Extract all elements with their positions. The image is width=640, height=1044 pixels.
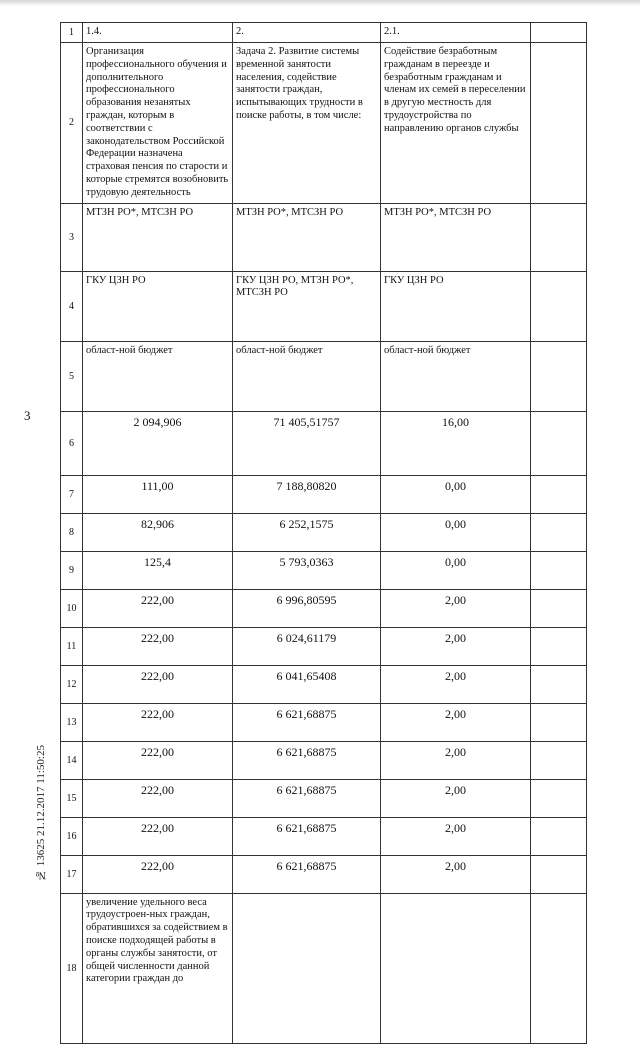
value-cell-text: 2,00	[445, 858, 466, 873]
value-cell-text: 222,00	[141, 630, 174, 645]
empty-cell	[531, 741, 587, 779]
column-number-label: 1	[69, 27, 74, 38]
table-cell	[381, 203, 531, 271]
table-row	[61, 551, 587, 589]
table-cell	[381, 43, 531, 204]
table-row	[61, 271, 587, 341]
table-cell	[381, 513, 531, 551]
column-number-label: 11	[66, 640, 77, 652]
table-cell	[233, 741, 381, 779]
value-cell-text: 222,00	[141, 592, 174, 607]
column-number	[61, 893, 83, 1043]
empty-cell	[531, 411, 587, 475]
table-cell	[83, 665, 233, 703]
table-cell	[233, 551, 381, 589]
empty-cell	[531, 817, 587, 855]
table-cell	[233, 893, 381, 1043]
value-cell-text: 6 041,65408	[276, 668, 337, 683]
table-row	[61, 589, 587, 627]
value-cell-text: 0,00	[445, 516, 466, 531]
value-cell-text: 0,00	[445, 554, 466, 569]
value-cell-text: 2,00	[445, 706, 466, 721]
column-number	[61, 513, 83, 551]
table-row	[61, 341, 587, 411]
source-text: област-ной бюджет	[86, 344, 173, 356]
row-number: 1.4.	[86, 26, 102, 37]
table-row	[61, 779, 587, 817]
value-cell-text: 6 621,68875	[276, 744, 337, 759]
value-cell-text: 2,00	[445, 668, 466, 683]
participant-text: ГКУ ЦЗН РО	[384, 274, 444, 286]
table-row	[61, 741, 587, 779]
empty-cell	[531, 893, 587, 1043]
goal-text	[233, 894, 380, 900]
column-number-label: 9	[69, 564, 74, 576]
value-cell-text: 2 094,906	[133, 414, 182, 429]
table-cell	[381, 23, 531, 43]
value-cell-text: 222,00	[141, 782, 174, 797]
participant-text: ГКУ ЦЗН РО, МТЗН РО*, МТСЗН РО	[236, 274, 354, 299]
table-cell	[381, 817, 531, 855]
executor-text: МТЗН РО*, МТСЗН РО	[236, 206, 344, 218]
table-cell	[83, 513, 233, 551]
value-cell-text: 16,00	[442, 414, 469, 429]
column-number	[61, 341, 83, 411]
column-number-label: 8	[69, 526, 74, 538]
value-cell-text: 6 024,61179	[276, 630, 337, 645]
goal-text: увеличение удельного веса трудоустроен-ных граждан, обратившихся за содействием в поиске подходящей работы в органы службы занятости, от общей численности данной категории граждан до	[86, 896, 228, 985]
table-cell	[233, 23, 381, 43]
value-cell-text: 2,00	[445, 820, 466, 835]
table-cell	[381, 589, 531, 627]
table-row	[61, 23, 587, 43]
table-cell	[233, 475, 381, 513]
table-cell	[83, 703, 233, 741]
row-number: 2.1.	[384, 26, 400, 37]
value-cell-text: 7 188,80820	[276, 478, 337, 493]
empty-cell	[531, 203, 587, 271]
value-cell-text: 5 793,0363	[279, 554, 334, 569]
registration-stamp	[35, 745, 85, 895]
column-number-label: 2	[69, 117, 74, 129]
table-row	[61, 475, 587, 513]
table-cell	[381, 855, 531, 893]
row-number: 2.	[236, 26, 244, 37]
source-text: област-ной бюджет	[236, 344, 323, 356]
row-name: Организация профессионального обучения и дополнительного профессионального образования незанятых граждан, которым в соответствии с законодательством Российской Федерации назначена страховая пенсия по старости и которые стремятся возобновить трудовую деятельность	[86, 46, 229, 198]
column-number-label: 5	[69, 370, 74, 382]
stamp-text: № 13625 21.12.2017 11:50:25	[35, 745, 47, 881]
table-cell	[233, 341, 381, 411]
table-cell	[233, 627, 381, 665]
source-text: област-ной бюджет	[384, 344, 471, 356]
column-number-label: 18	[66, 962, 77, 974]
column-number-label: 12	[66, 678, 77, 690]
table-cell	[83, 779, 233, 817]
table-cell	[83, 855, 233, 893]
table-cell	[233, 703, 381, 741]
table-cell	[83, 411, 233, 475]
table-row	[61, 203, 587, 271]
row-name: Задача 2. Развитие системы временной занятости населения, содействие занятости граждан, испытывающих трудности в поиске работы, в том числе:	[236, 46, 363, 121]
value-cell-text: 6 621,68875	[276, 858, 337, 873]
table-cell	[83, 23, 233, 43]
table-row	[61, 411, 587, 475]
table-cell	[83, 271, 233, 341]
table-row	[61, 513, 587, 551]
table-cell	[381, 271, 531, 341]
empty-cell	[531, 475, 587, 513]
scan-edge	[0, 0, 640, 6]
value-cell-text: 222,00	[141, 744, 174, 759]
table-cell	[83, 589, 233, 627]
value-cell-text: 71 405,51757	[273, 414, 340, 429]
table-cell	[233, 43, 381, 204]
table-cell	[381, 741, 531, 779]
table-cell	[381, 779, 531, 817]
table-cell	[83, 893, 233, 1043]
table-cell	[233, 665, 381, 703]
table-cell	[381, 475, 531, 513]
value-cell-text: 0,00	[445, 478, 466, 493]
table-row	[61, 855, 587, 893]
column-number	[61, 43, 83, 204]
participant-text: ГКУ ЦЗН РО	[86, 274, 146, 286]
column-number-label: 3	[69, 231, 74, 243]
empty-cell	[531, 779, 587, 817]
executor-text: МТЗН РО*, МТСЗН РО	[384, 206, 492, 218]
table-cell	[233, 203, 381, 271]
empty-cell	[531, 513, 587, 551]
empty-cell	[531, 703, 587, 741]
empty-cell	[531, 589, 587, 627]
table-row	[61, 893, 587, 1043]
page-number: 3	[24, 408, 31, 423]
column-number	[61, 203, 83, 271]
empty-cell	[531, 43, 587, 204]
value-cell-text: 6 621,68875	[276, 782, 337, 797]
column-number	[61, 551, 83, 589]
value-cell-text: 125,4	[144, 554, 171, 569]
table-cell	[381, 665, 531, 703]
value-cell-text: 6 621,68875	[276, 820, 337, 835]
table-row	[61, 703, 587, 741]
empty-cell	[531, 341, 587, 411]
column-number-label: 16	[66, 830, 77, 842]
value-cell-text: 222,00	[141, 820, 174, 835]
column-number-label: 17	[66, 868, 77, 880]
table-cell	[381, 703, 531, 741]
column-number	[61, 589, 83, 627]
table-cell	[381, 411, 531, 475]
column-number	[61, 703, 83, 741]
column-number	[61, 23, 83, 43]
column-number	[61, 665, 83, 703]
value-cell-text: 222,00	[141, 706, 174, 721]
column-number-label: 15	[66, 792, 77, 804]
row-name: Содействие безработным гражданам в переезде и безработным гражданам и членам их семей в переселении в другую местность для трудоустройства по направлению органов службы	[384, 46, 526, 134]
value-cell-text: 2,00	[445, 744, 466, 759]
table-row	[61, 627, 587, 665]
value-cell-text: 222,00	[141, 668, 174, 683]
column-number-label: 4	[69, 300, 74, 312]
value-cell-text: 2,00	[445, 782, 466, 797]
value-cell-text: 6 996,80595	[276, 592, 337, 607]
column-number	[61, 475, 83, 513]
column-number	[61, 411, 83, 475]
executor-text: МТЗН РО*, МТСЗН РО	[86, 206, 194, 218]
value-cell-text: 2,00	[445, 592, 466, 607]
column-number	[61, 271, 83, 341]
table-cell	[83, 551, 233, 589]
value-cell-text: 111,00	[141, 478, 174, 493]
empty-cell	[531, 551, 587, 589]
table-cell	[83, 475, 233, 513]
value-cell-text: 2,00	[445, 630, 466, 645]
goal-text	[381, 894, 530, 900]
column-number-label: 6	[69, 437, 74, 449]
value-cell-text: 6 252,1575	[279, 516, 334, 531]
column-number-label: 13	[66, 716, 77, 728]
table-cell	[233, 855, 381, 893]
table-cell	[83, 741, 233, 779]
column-number	[61, 627, 83, 665]
table-cell	[83, 341, 233, 411]
value-cell-text: 82,906	[141, 516, 174, 531]
table-cell	[381, 627, 531, 665]
table-cell	[381, 893, 531, 1043]
table-cell	[381, 341, 531, 411]
table-cell	[233, 817, 381, 855]
empty-cell	[531, 665, 587, 703]
column-number-label: 10	[66, 602, 77, 614]
value-cell-text: 6 621,68875	[276, 706, 337, 721]
table-cell	[83, 817, 233, 855]
table-cell	[233, 271, 381, 341]
program-table	[60, 22, 586, 985]
empty-cell	[531, 23, 587, 43]
empty-cell	[531, 627, 587, 665]
table-cell	[83, 203, 233, 271]
empty-cell	[531, 855, 587, 893]
table-row	[61, 43, 587, 204]
table-cell	[233, 411, 381, 475]
table-cell	[233, 779, 381, 817]
table-row	[61, 817, 587, 855]
column-number-label: 14	[66, 754, 77, 766]
table-cell	[233, 589, 381, 627]
table-cell	[233, 513, 381, 551]
empty-cell	[531, 271, 587, 341]
table-cell	[83, 43, 233, 204]
table-row	[61, 665, 587, 703]
column-number-label: 7	[69, 488, 74, 500]
value-cell-text: 222,00	[141, 858, 174, 873]
table-cell	[83, 627, 233, 665]
table-cell	[381, 551, 531, 589]
